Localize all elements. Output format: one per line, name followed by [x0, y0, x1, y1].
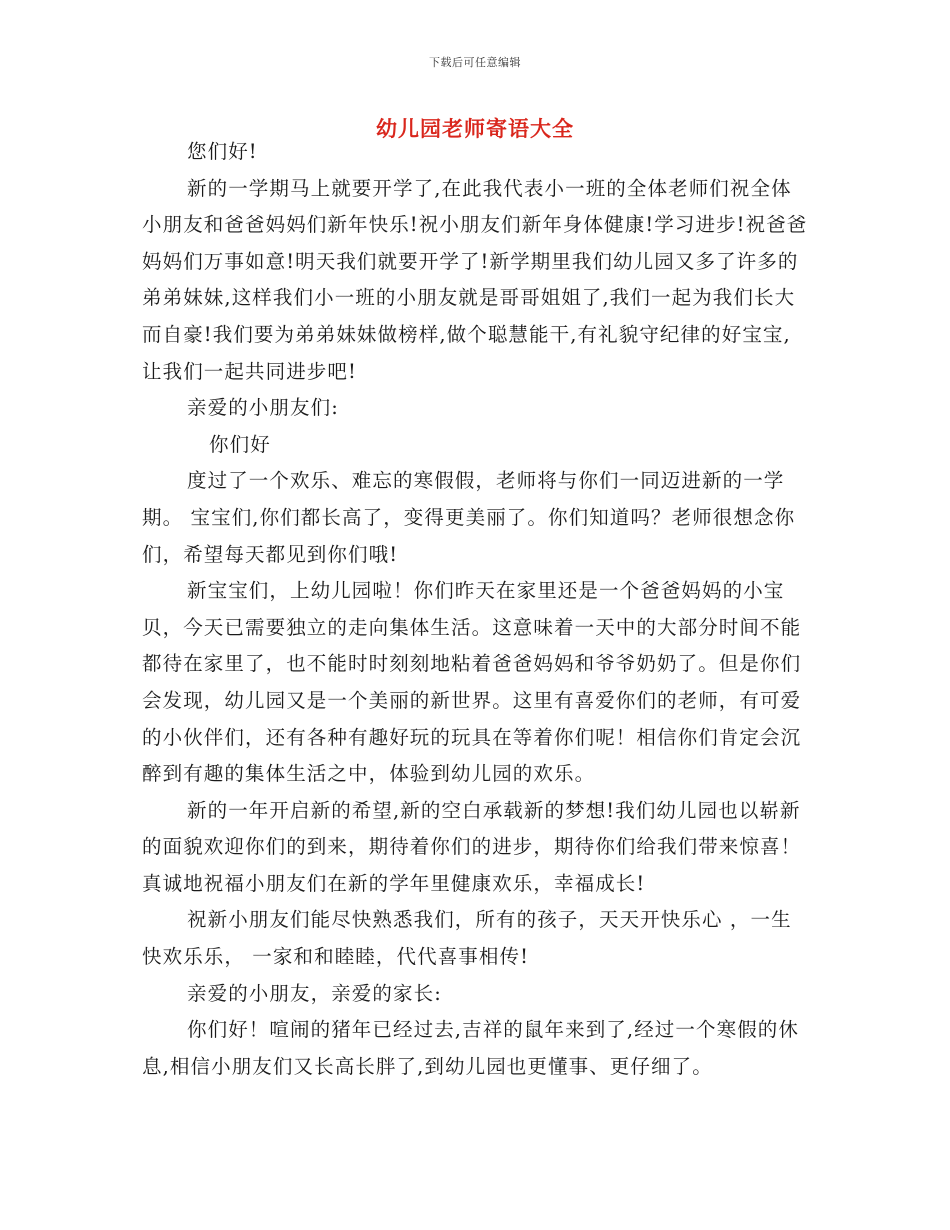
paragraph-hello: 你们好 — [209, 432, 271, 456]
document-body — [142, 134, 810, 1085]
paragraph-new-semester: 新的一学期马上就要开学了,在此我代表小一班的全体老师们祝全体小朋友和爸爸妈妈们新年快乐!祝小朋友们新年身体健康!学习进步!祝爸爸妈妈们万事如意!明天我们就要开学了!新学期里我们幼儿园又多了许多的弟弟妹妹,这样我们小一班的小朋友就是哥哥姐姐了,我们一起为我们长大而自豪!我们要为弟弟妹妹做榜样,做个聪慧能干,有礼貌守纪律的好宝宝,让我们一起共同进步吧! — [142, 176, 808, 383]
paragraph-wishes: 祝新小朋友们能尽快熟悉我们，所有的孩子，天天开快乐心 ，一生快欢乐乐， 一家和和睦睦，代代喜事相传! — [142, 908, 792, 969]
paragraph-dear-parents: 亲爱的小朋友，亲爱的家长: — [187, 981, 442, 1005]
document-title: 幼儿园老师寄语大全 — [376, 116, 574, 141]
page-header-note: 下载后可任意编辑 — [429, 56, 521, 69]
paragraph-new-babies: 新宝宝们，上幼儿园啦！你们昨天在家里还是一个爸爸妈妈的小宝贝，今天已需要独立的走向集体生活。这意味着一天中的大部分时间不能都待在家里了，也不能时时刻刻地粘着爸爸妈妈和爷爷奶奶了。但是你们会发现，幼儿园又是一个美丽的新世界。这里有喜爱你们的老师，有可爱的小伙伴们，还有各种有趣好玩的玩具在等着你们呢！相信你们肯定会沉醉到有趣的集体生活之中，体验到幼儿园的欢乐。 — [142, 579, 802, 786]
paragraph-winter-break: 度过了一个欢乐、难忘的寒假假，老师将与你们一同迈进新的一学期。 宝宝们,你们都长高了，变得更美丽了。你们知道吗？老师很想念你们，希望每天都见到你们哦! — [142, 469, 796, 566]
paragraph-new-year-hope: 新的一年开启新的希望,新的空白承载新的梦想!我们幼儿园也以崭新的面貌欢迎你们的到来，期待着你们的进步，期待你们给我们带来惊喜！真诚地祝福小朋友们在新的学年里健康欢乐，幸福成长! — [142, 798, 802, 895]
paragraph-dear-kids: 亲爱的小朋友们: — [187, 396, 339, 420]
paragraph-year-of-rat: 你们好！喧闹的猪年已经过去,吉祥的鼠年来到了,经过一个寒假的休息,相信小朋友们又长高长胖了,到幼儿园也更懂事、更仔细了。 — [142, 1018, 799, 1078]
paragraph-greeting: 您们好! — [187, 140, 258, 163]
